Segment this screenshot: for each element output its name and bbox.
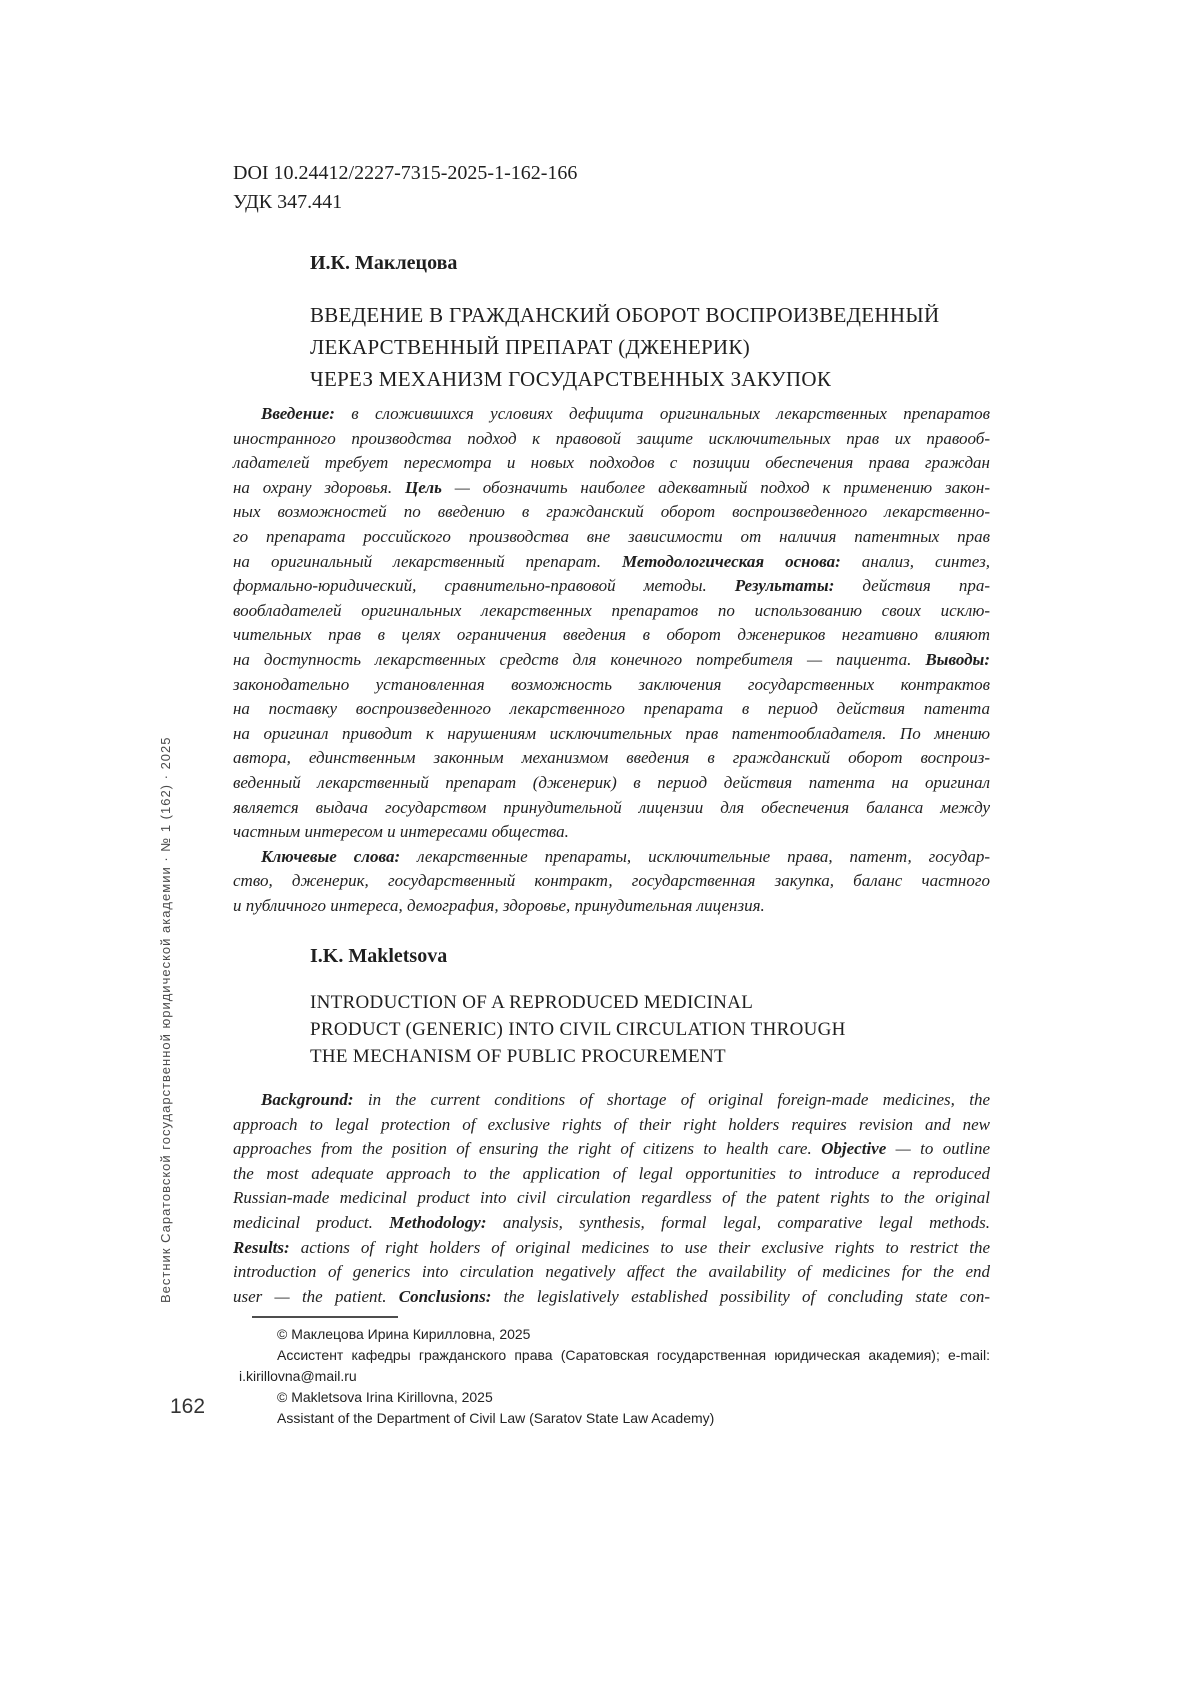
affiliation-line-ru: Ассистент кафедры гражданского права (Саратовская государственная юридическая академия); e-mail: [277,1347,990,1363]
article-identifiers [233,159,990,217]
author-email: i.kirillovna@mail.ru [239,1368,357,1384]
copyright-line-ru: © Маклецова Ирина Кирилловна, 2025 [277,1326,531,1342]
footnote-block [233,1324,990,1429]
footnote-separator-rule [252,1316,398,1318]
abstract-ru: Введение: в сложившихся условиях дефицита оригинальных лекарственных препаратов иностранного производства подход к правовой защите исключительных прав их правооб- ладателей требует пересмотра и новых подходов с позиции обеспечения права граждан на охрану здоровья. Цель — обозначить наиболее адекватный подход к применению закон- ных возможностей по введению в гражданский оборот воспроизведенного лекарственно- го препарата российского производства вне зависимости от наличия патентных прав на оригинальный лекарственный препарат. Методологическая основа: анализ, синтез, формально-юридический, сравнительно-правовой методы. Результаты: действия пра- вообладателей оригинальных лекарственных препаратов по использованию своих исклю- чительных прав в целях ограничения введения в оборот дженериков негативно влияют на доступность лекарственных средств для конечного потребителя — пациента. Выводы: законодательно установленная возможность заключения государственных контрактов на поставку воспроизведенного лекарственного препарата в период действия патента на оригинал приводит к нарушениям исключительных прав патентообладателя. По мнению автора, единственным законным механизмом введения в гражданский оборот воспроиз- веденный лекарственный препарат (дженерик) в период действия патента на оригинал является выдача государством принудительной лицензии для обеспечения баланса между частным интересом и интересами общества. [233,404,990,842]
keywords-ru: Ключевые слова: лекарственные препараты, исключительные права, патент, государ- ство, дженерик, государственный контракт, государственная закупка, баланс частного и публичного интереса, демография, здоровье, принудительная лицензия. [233,846,990,915]
author-name-en: I.K. Makletsova [310,945,448,967]
affiliation-line-en: Assistant of the Department of Civil Law (Saratov State Law Academy) [277,1410,715,1426]
abstract-ru-block [233,402,990,918]
journal-edition-vertical-text: Вестник Саратовской государственной юридической академии · № 1 (162) · 2025 [158,736,173,1303]
copyright-line-en: © Makletsova Irina Kirillovna, 2025 [277,1389,493,1405]
article-title-en: INTRODUCTION OF A REPRODUCED MEDICINAL PRODUCT (GENERIC) INTO CIVIL CIRCULATION THROUGH THE MECHANISM OF PUBLIC PROCUREMENT [310,992,846,1067]
doi-line: DOI 10.24412/2227-7315-2025-1-162-166 [233,162,578,184]
journal-sidebar [158,736,178,1304]
author-name-ru: И.К. Маклецова [310,252,458,274]
udc-line: УДК 347.441 [233,191,343,213]
abstract-en: Background: in the current conditions of shortage of original foreign-made medicines, the approach to legal protection of exclusive rights of their right holders requires revision and new approaches from the position of ensuring the right of citizens to health care. Objective — to outline the most adequate approach to the application of legal opportunities to introduce a reproduced Russian-made medicinal product into civil circulation regardless of the patent rights to the original medicinal product. Methodology: analysis, synthesis, formal legal, comparative legal methods. Results: actions of right holders of original medicines to use their exclusive rights to restrict the introduction of generics into circulation negatively affect the availability of medicines for the end user — the patient. Conclusions: the legislatively established possibility of concluding state con- [233,1090,990,1306]
article-title-ru: ВВЕДЕНИЕ В ГРАЖДАНСКИЙ ОБОРОТ ВОСПРОИЗВЕДЕННЫЙ ЛЕКАРСТВЕННЫЙ ПРЕПАРАТ (ДЖЕНЕРИК) ЧЕРЕЗ МЕХАНИЗМ ГОСУДАРСТВЕННЫХ ЗАКУПОК [310,303,940,391]
page-number: 162 [170,1395,206,1418]
